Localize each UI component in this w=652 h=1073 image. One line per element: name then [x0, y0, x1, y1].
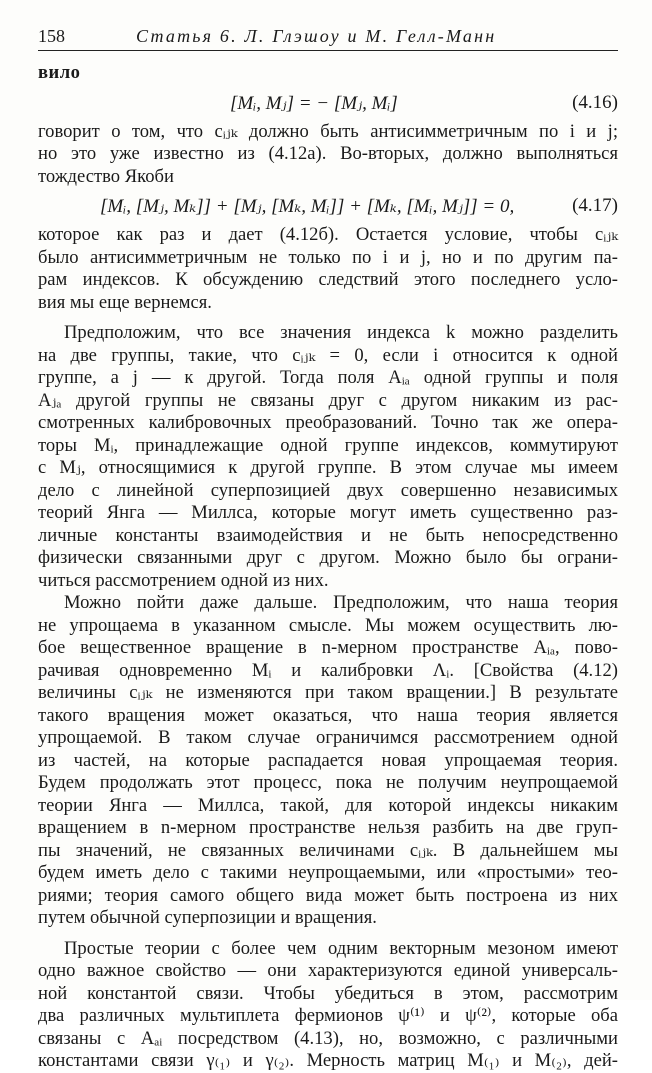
paragraph-2 [38, 224, 618, 314]
text-line: связаны с Aₐᵢ посредством (4.13), но, возможно, с различными [38, 1027, 618, 1049]
text-line: физически связанными друг с другом. Можно было бы ограни- [38, 547, 618, 568]
text-line: два различных мультиплета фермионов ψ⁽¹⁾ и ψ⁽²⁾, которые оба [38, 1005, 618, 1026]
text-line: смотренных калибровочных преобразований. Точно так же опера- [38, 412, 618, 433]
text-line: личные константы взаимодействия и не быть непосредственно [38, 524, 618, 546]
equation-number: (4.16) [572, 91, 618, 113]
text-line: вия мы еще вернемся. [38, 291, 212, 313]
text-line: дело с линейной суперпозицией двух совершенно независимых [38, 479, 618, 501]
paragraph-fragment: вило [38, 62, 81, 83]
text-line: рам индексов. К обсуждению следствий этого последнего усло- [38, 269, 618, 290]
text-line: величины cᵢⱼₖ не изменяются при таком вращении.] В результате [38, 682, 618, 703]
text-line: бое вещественное вращение в n-мерном пространстве Aᵢₐ, пово- [38, 637, 618, 658]
paragraph-5 [38, 938, 618, 1073]
text-line: Можно пойти даже дальше. Предположим, что наша теория [64, 592, 618, 613]
text-line: Простые теории с более чем одним векторным мезоном имеют [64, 937, 618, 959]
text-line: из частей, на которые распадается новая упрощаемая теория. [38, 749, 618, 771]
text-line: ной константой связи. Чтобы убедиться в этом, рассмотрим [38, 982, 618, 1004]
text-line: такого вращения может оказаться, что наша теория является [38, 704, 618, 726]
text-line: пы значений, не связанных величинами cᵢⱼₖ. В дальнейшем мы [38, 839, 618, 861]
text-line: упрощаемой. В таком случае ограничимся рассмотрением одной [38, 727, 618, 748]
text-line: не упрощаема в указанном смысле. Мы можем осуществить лю- [38, 614, 618, 636]
text-line: тождество Якоби [38, 165, 174, 187]
page-number: 158 [38, 26, 65, 46]
text-line: группе, а j — к другой. Тогда поля Aᵢₐ одной группы и поля [38, 367, 618, 388]
page-body [38, 62, 618, 1073]
text-line: теорий Янга — Миллса, которые могут иметь существенно раз- [38, 502, 618, 523]
paragraph-1 [38, 121, 618, 189]
text-line: которое как раз и дает (4.12б). Остается условие, чтобы cᵢⱼₖ [38, 224, 618, 245]
text-line: на две группы, такие, что cᵢⱼₖ = 0, если i относится к одной [38, 344, 618, 366]
text-line: вращением в n-мерном пространстве нельзя разбить на две груп- [38, 817, 618, 838]
text-line: Будем продолжать этот процесс, пока не получим неупрощаемой [38, 772, 618, 793]
text-line: путем обычной суперпозиции и вращения. [38, 907, 377, 928]
paragraph-4 [38, 592, 618, 930]
running-title: Статья 6. Л. Глэшоу и М. Гелл-Манн [136, 26, 497, 46]
text-line: Aⱼₐ другой группы не связаны друг с другом никаким из рас- [38, 389, 618, 411]
text-line: рачивая одновременно Mᵢ и калибровки Λᵢ. [Свойства (4.12) [38, 659, 618, 681]
text-line: было антисимметричным не только по i и j, но и по другим па- [38, 246, 618, 268]
text-line: говорит о том, что cᵢⱼₖ должно быть антисимметричным по i и j; [38, 120, 618, 142]
equation-formula: [Mᵢ, Mⱼ] = − [Mⱼ, Mᵢ] [230, 92, 398, 114]
equation-4-17 [38, 188, 618, 224]
text-line: риями; теория самого общего вида может быть построена из них [38, 884, 618, 906]
text-line: но это уже известно из (4.12а). Во-вторых, должно выполняться [38, 143, 618, 164]
paragraph-3 [38, 322, 618, 592]
text-line: константами связи γ₍₁₎ и γ₍₂₎. Мерность матриц M₍₁₎ и M₍₂₎, дей- [38, 1050, 618, 1071]
equation-4-16 [38, 85, 618, 121]
page-header [38, 24, 618, 51]
equation-number: (4.17) [572, 195, 618, 216]
text-line: с Mⱼ, относящимися к другой группе. В этом случае мы имеем [38, 457, 618, 478]
text-line: читься рассмотрением одной из них. [38, 569, 329, 591]
text-line: будем иметь дело с такими неупрощаемыми, или «простыми» тео- [38, 862, 618, 883]
text-line: Предположим, что все значения индекса k можно разделить [64, 322, 618, 343]
text-line: одно важное свойство — они характеризуются единой универсаль- [38, 960, 618, 981]
text-line: торы Mᵢ, принадлежащие одной группе индексов, коммутируют [38, 434, 618, 456]
text-line: теории Янга — Миллса, такой, для которой индексы никаким [38, 794, 618, 816]
equation-formula: [Mᵢ, [Mⱼ, Mₖ]] + [Mⱼ, [Mₖ, Mᵢ]] + [Mₖ, [Mᵢ, Mⱼ]] = 0, [100, 196, 515, 217]
